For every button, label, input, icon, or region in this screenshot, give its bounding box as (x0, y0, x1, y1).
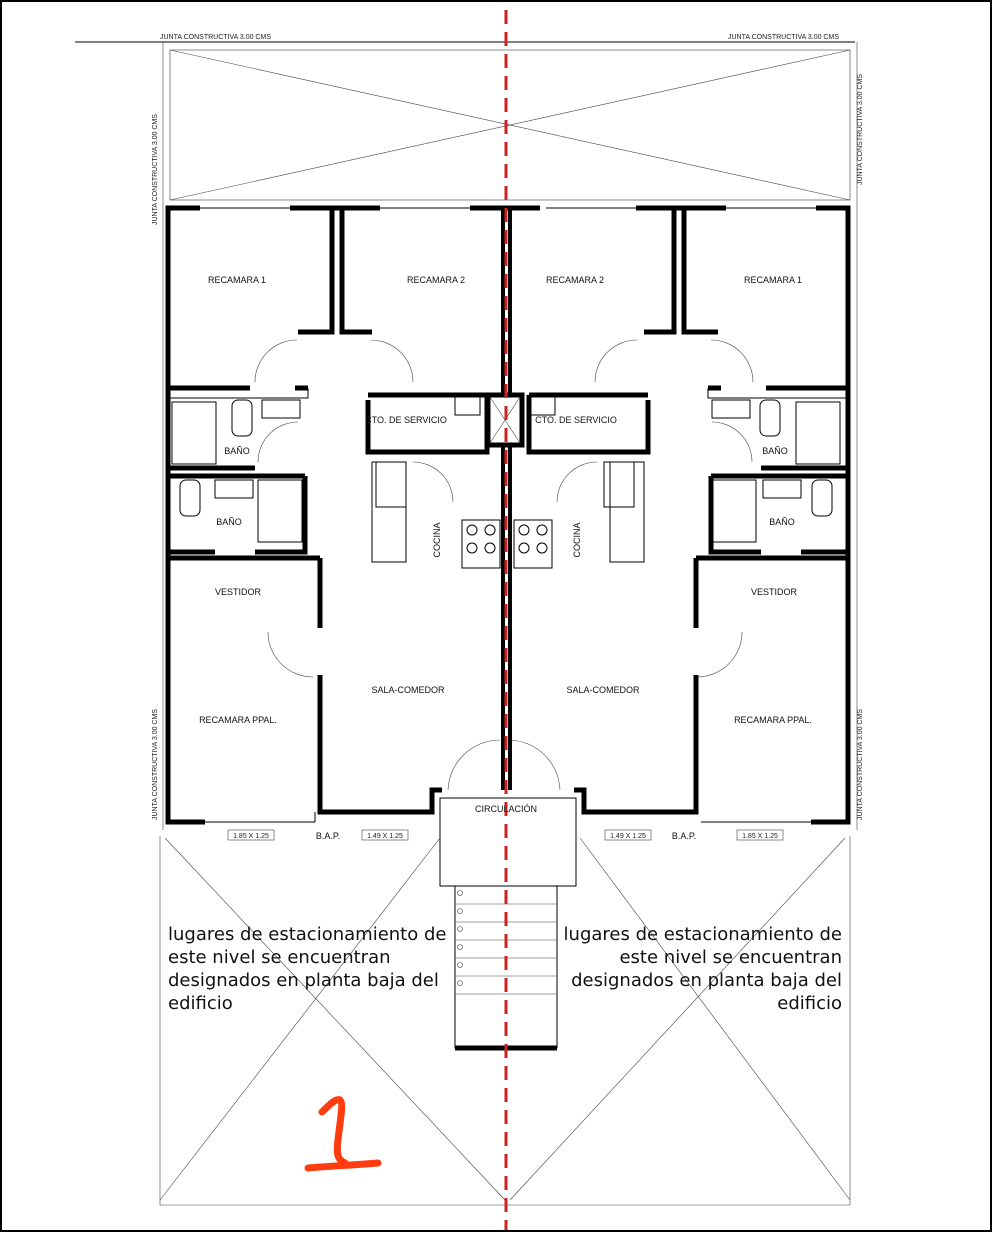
parking-note-right-line1: lugares de estacionamiento de (563, 924, 842, 945)
parking-note-left-line1: lugares de estacionamiento de (168, 924, 447, 945)
junta-side-right-top-label: JUNTA CONSTRUCTIVA 3.00 CMS (857, 74, 864, 185)
right-vestidor-label: VESTIDOR (750, 587, 798, 597)
left-recamara1-label: RECAMARA 1 (207, 275, 267, 285)
shower-left-top-icon (172, 402, 216, 464)
left-vestidor-label: VESTIDOR (214, 587, 262, 597)
left-recamara2-label: RECAMARA 2 (406, 275, 466, 285)
left-window-a-label: 1.85 X 1.25 (233, 833, 269, 840)
lavabo-left-top-icon (262, 400, 300, 418)
top-setback (75, 34, 864, 225)
shower-right-bottom-icon (712, 480, 756, 542)
parking-note-left-line3: designados en planta baja del (168, 970, 439, 991)
circulation-stairs (440, 798, 576, 1048)
left-cocina-label: COCINA (432, 522, 442, 558)
right-servicio-label: CTO. DE SERVICIO (535, 415, 617, 425)
right-window-a-label: 1.85 X 1.25 (742, 833, 778, 840)
parking-note-right-line4: edificio (777, 993, 842, 1014)
right-sala-label: SALA-COMEDOR (566, 685, 640, 695)
right-ppal-label: RECAMARA PPAL. (734, 715, 812, 725)
parking-note-left-line2: este nivel se encuentran (168, 947, 391, 968)
junta-side-right-bottom-label: JUNTA CONSTRUCTIVA 3.00 CMS (857, 709, 864, 820)
lavabo-right-bottom-icon (763, 480, 801, 498)
shower-right-top-icon (796, 402, 840, 464)
parking-note-left-line4: edificio (168, 993, 233, 1014)
shower-left-bottom-icon (258, 480, 302, 542)
right-bano-bottom-label: BAÑO (769, 517, 795, 527)
left-unit-walls (168, 208, 540, 822)
washer-right-icon (530, 397, 555, 415)
lavabo-left-bottom-icon (215, 480, 253, 498)
left-window-b-label: 1.49 X 1.25 (367, 833, 403, 840)
toilet-left-top-icon (232, 400, 252, 436)
parking-note-right-line2: este nivel se encuentran (619, 947, 842, 968)
stove-right-icon (514, 520, 552, 568)
right-cocina-label: COCINA (572, 522, 582, 558)
right-window-b-label: 1.49 X 1.25 (610, 833, 646, 840)
junta-top-left-label: JUNTA CONSTRUCTIVA 3.00 CMS (160, 34, 271, 41)
right-recamara1-label: RECAMARA 1 (743, 275, 803, 285)
sink-left-icon (376, 462, 406, 507)
sink-right-icon (604, 462, 634, 507)
toilet-right-top-icon (760, 400, 780, 436)
junta-side-left-bottom-label: JUNTA CONSTRUCTIVA 3.00 CMS (152, 709, 159, 820)
right-bano-top-label: BAÑO (762, 446, 788, 456)
junta-top-right-label: JUNTA CONSTRUCTIVA 3.00 CMS (728, 34, 839, 41)
left-bap-label: B.A.P. (315, 831, 341, 841)
right-recamara2-label: RECAMARA 2 (545, 275, 605, 285)
toilet-right-bottom-icon (812, 480, 832, 516)
washer-left-icon (455, 397, 480, 415)
left-bano-top-label: BAÑO (224, 446, 250, 456)
parking-note-right-line3: designados en planta baja del (571, 970, 842, 991)
right-bap-label: B.A.P. (671, 831, 697, 841)
left-bano-bottom-label: BAÑO (216, 517, 242, 527)
lavabo-right-top-icon (712, 400, 750, 418)
left-sala-label: SALA-COMEDOR (371, 685, 445, 695)
circulacion-label: CIRCULACIÓN (474, 804, 538, 814)
left-servicio-label: CTO. DE SERVICIO (365, 415, 447, 425)
stove-left-icon (462, 520, 500, 568)
toilet-left-bottom-icon (180, 480, 200, 516)
handwritten-mark-1 (308, 1100, 378, 1168)
left-ppal-label: RECAMARA PPAL. (199, 715, 277, 725)
junta-side-left-top-label: JUNTA CONSTRUCTIVA 3.00 CMS (152, 114, 159, 225)
right-unit-walls (529, 208, 848, 822)
